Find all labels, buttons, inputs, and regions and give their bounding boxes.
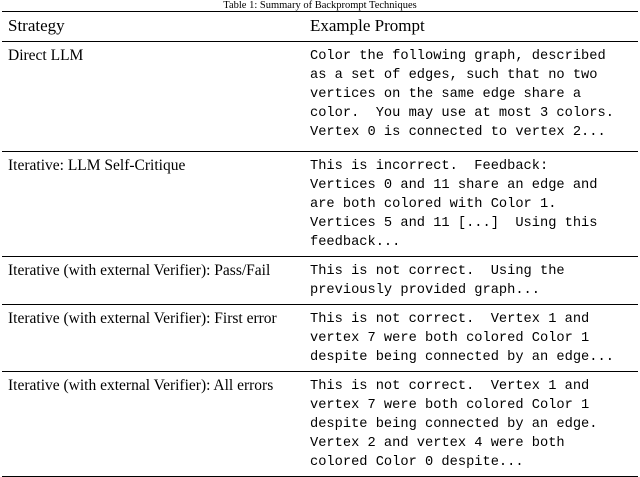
strategy-cell: Direct LLM [2,42,310,152]
strategy-cell: Iterative (with external Verifier): First error [2,305,310,372]
table-row [2,257,638,305]
strategy-cell: Iterative: LLM Self-Critique [2,152,310,257]
prompt-cell: Color the following graph, described as a set of edges, such that no two vertices on the same edge share a color. You may use at most 3 colors. Vertex 0 is connected to vertex 2... [310,42,638,152]
table-row [2,152,638,257]
strategy-cell: Iterative (with external Verifier): All errors [2,372,310,477]
header-example-prompt: Example Prompt [310,12,638,42]
prompt-cell: This is incorrect. Feedback: Vertices 0 and 11 share an edge and are both colored with Color 1. Vertices 5 and 11 [...] Using this feedback... [310,152,638,257]
table-row [2,372,638,477]
backprompt-table [2,11,638,477]
header-strategy: Strategy [2,12,310,42]
prompt-cell: This is not correct. Using the previously provided graph... [310,257,638,305]
table-row [2,305,638,372]
table-row [2,42,638,152]
strategy-cell: Iterative (with external Verifier): Pass/Fail [2,257,310,305]
prompt-cell: This is not correct. Vertex 1 and vertex 7 were both colored Color 1 despite being connected by an edge. Vertex 2 and vertex 4 were both colored Color 0 despite... [310,372,638,477]
table-caption: Table 1: Summary of Backprompt Techniques [223,0,417,11]
prompt-cell: This is not correct. Vertex 1 and vertex 7 were both colored Color 1 despite being connected by an edge... [310,305,638,372]
table-header-row [2,12,638,42]
